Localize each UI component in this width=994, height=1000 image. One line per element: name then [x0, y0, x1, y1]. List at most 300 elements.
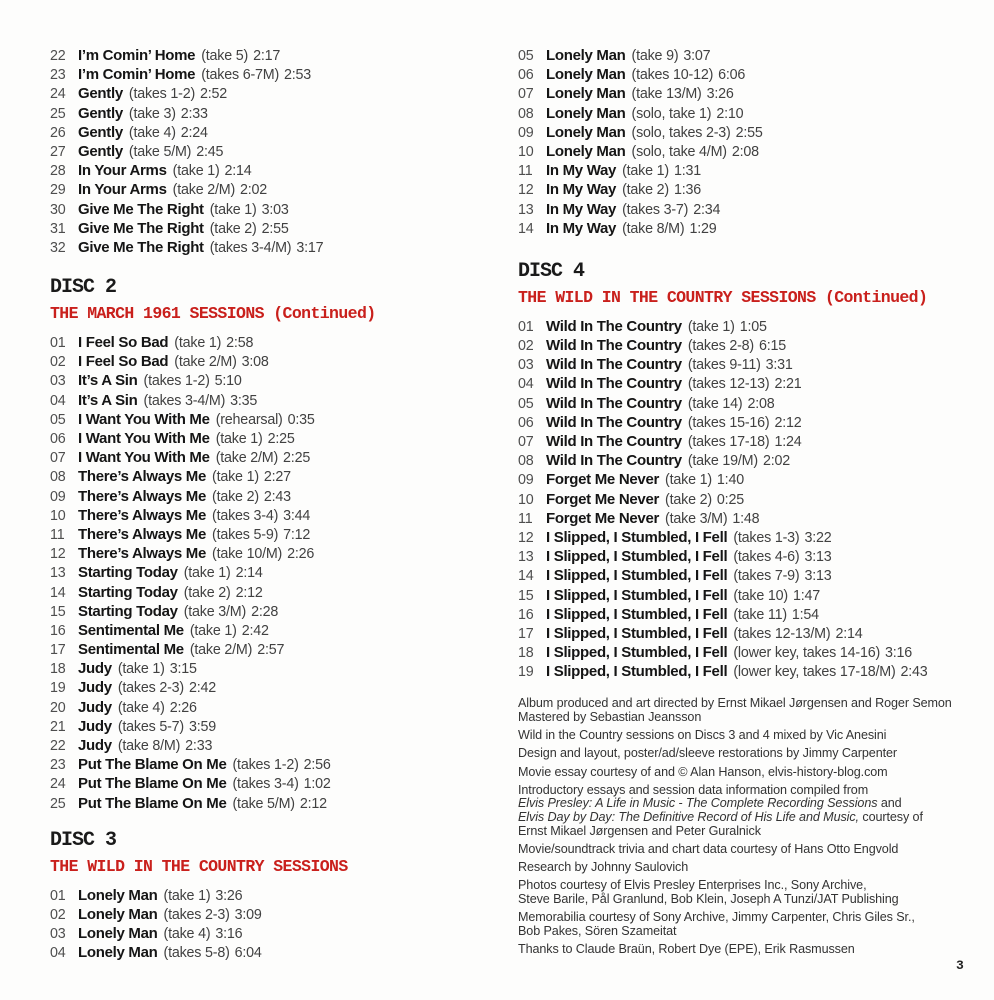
track-title: Give Me The Right	[78, 238, 204, 256]
track-row	[50, 219, 498, 238]
track-takes: (solo, takes 2-3)	[631, 124, 731, 141]
track-time: 2:24	[180, 124, 208, 141]
track-takes: (takes 12-13/M)	[733, 625, 831, 642]
track-number: 18	[518, 645, 534, 662]
track-time: 2:42	[188, 680, 216, 697]
track-takes: (take 1)	[622, 163, 669, 180]
track-title: Gently	[78, 85, 123, 103]
track-takes: (take 1)	[209, 201, 257, 218]
track-row	[50, 467, 498, 486]
track-number: 01	[50, 887, 66, 904]
track-takes: (solo, take 4/M)	[631, 143, 727, 160]
credit-line: Elvis Presley: A Life in Music - The Complete Recording Sessions and	[518, 796, 902, 811]
track-title: I Want You With Me	[78, 410, 210, 428]
track-time: 3:09	[234, 906, 262, 923]
track-takes: (takes 1-2)	[128, 86, 196, 103]
track-row	[50, 640, 498, 659]
track-title: Gently	[78, 142, 123, 160]
track-time: 2:33	[180, 105, 208, 122]
track-row	[518, 355, 980, 374]
track-title: Forget Me Never	[546, 471, 660, 489]
track-time: 2:14	[235, 565, 263, 582]
track-number: 06	[50, 431, 66, 447]
track-time: 2:26	[169, 699, 197, 716]
track-time: 1:54	[791, 606, 819, 623]
track-time: 3:31	[765, 357, 793, 374]
track-time: 2:21	[774, 376, 802, 393]
track-row	[50, 506, 498, 525]
track-row	[518, 374, 980, 393]
track-takes: (takes 1-2)	[232, 757, 299, 774]
track-time: 2:55	[735, 124, 763, 141]
track-title: Lonely Man	[546, 85, 626, 103]
track-row	[50, 659, 498, 678]
track-number: 03	[50, 926, 66, 943]
track-time: 2:52	[200, 86, 228, 103]
track-title: Forget Me Never	[546, 490, 660, 508]
track-title: I’m Comin’ Home	[78, 66, 196, 84]
track-row	[50, 65, 498, 84]
track-row	[50, 142, 498, 161]
track-number: 14	[518, 568, 534, 585]
track-row	[50, 774, 498, 793]
track-row	[518, 142, 980, 161]
track-time: 2:58	[226, 335, 254, 352]
track-number: 26	[50, 124, 66, 141]
track-takes: (take 4)	[117, 699, 165, 716]
track-number: 13	[50, 565, 66, 582]
credit-line: Movie essay courtesy of and © Alan Hanson, elvis-history-blog.com	[518, 764, 888, 779]
track-title: Judy	[78, 737, 112, 754]
track-takes: (solo, take 1)	[631, 105, 712, 122]
track-takes: (takes 5-8)	[163, 945, 230, 962]
credits-block	[518, 697, 980, 956]
track-number: 32	[50, 239, 66, 256]
track-number: 02	[50, 906, 66, 923]
track-title: Put The Blame On Me	[78, 756, 227, 774]
track-title: Lonely Man	[78, 886, 158, 904]
track-title: Sentimental Me	[78, 621, 184, 639]
credit-paragraph	[518, 861, 980, 875]
track-takes: (take 5/M)	[128, 143, 192, 160]
credit-paragraph	[518, 911, 980, 938]
credit-paragraph	[518, 843, 980, 857]
track-title: In Your Arms	[78, 181, 167, 199]
track-row	[50, 161, 498, 180]
track-time: 3:59	[188, 718, 216, 735]
track-time: 6:04	[234, 945, 262, 962]
track-number: 04	[50, 392, 66, 409]
track-number: 05	[50, 411, 66, 428]
disc4-track-list	[518, 317, 980, 682]
track-time: 1:36	[673, 182, 701, 199]
track-time: 2:12	[299, 795, 327, 812]
track-row	[518, 317, 980, 336]
track-takes: (takes 4-6)	[733, 549, 800, 566]
track-takes: (takes 5-9)	[212, 526, 279, 543]
track-title: Starting Today	[78, 564, 178, 582]
track-number: 03	[50, 373, 66, 390]
track-takes: (take 14)	[687, 395, 743, 412]
track-time: 3:03	[261, 201, 289, 218]
track-title: Gently	[78, 123, 123, 141]
track-time: 2:14	[224, 163, 252, 180]
credit-line: Movie/soundtrack trivia and chart data courtesy of Hans Otto Engvold	[518, 841, 899, 856]
track-number: 16	[50, 622, 66, 639]
credit-paragraph	[518, 697, 980, 724]
track-number: 27	[50, 143, 66, 160]
track-takes: (take 1)	[687, 318, 735, 335]
track-time: 2:02	[240, 182, 268, 199]
track-row	[518, 161, 980, 180]
track-time: 2:12	[235, 584, 263, 601]
track-time: 7:12	[283, 526, 311, 543]
track-number: 12	[518, 182, 534, 199]
track-number: 09	[50, 488, 66, 505]
track-title: Wild In The Country	[546, 394, 682, 412]
track-time: 2:10	[716, 105, 744, 122]
disc4-section	[518, 260, 980, 682]
track-row	[518, 586, 980, 605]
track-time: 1:29	[689, 220, 717, 237]
track-title: Judy	[78, 660, 112, 678]
track-row	[50, 525, 498, 544]
track-row	[50, 698, 498, 717]
track-number: 11	[518, 163, 533, 180]
track-row	[50, 46, 498, 65]
track-takes: (take 1)	[183, 565, 231, 582]
track-takes: (takes 5-7)	[117, 718, 184, 735]
disc3-section	[50, 829, 498, 963]
track-takes: (take 2/M)	[189, 642, 253, 659]
track-row	[50, 104, 498, 123]
track-number: 14	[518, 220, 534, 237]
credit-paragraph	[518, 729, 980, 743]
track-title: It’s A Sin	[78, 372, 138, 390]
track-title: In My Way	[546, 181, 617, 199]
track-number: 02	[50, 354, 66, 371]
track-time: 5:10	[214, 373, 242, 390]
track-takes: (lower key, takes 17-18/M)	[733, 664, 896, 681]
track-title: Lonely Man	[546, 104, 626, 122]
track-takes: (take 1)	[215, 431, 263, 447]
track-row	[518, 65, 980, 84]
track-title: Judy	[78, 698, 112, 716]
track-number: 14	[50, 584, 66, 601]
disc3-session-heading: THE WILD IN THE COUNTRY SESSIONS	[50, 856, 348, 876]
track-row	[518, 123, 980, 142]
track-takes: (takes 3-4)	[212, 507, 279, 524]
track-time: 0:35	[287, 411, 315, 428]
track-takes: (takes 9-11)	[687, 357, 761, 374]
track-row	[50, 391, 498, 410]
track-row	[518, 432, 980, 451]
track-takes: (take 4)	[163, 926, 211, 943]
track-title: Wild In The Country	[546, 337, 682, 355]
track-row	[518, 470, 980, 489]
credit-line: Elvis Day by Day: The Definitive Record of His Life and Music, courtesy of	[518, 809, 923, 824]
track-title: Lonely Man	[78, 925, 158, 943]
disc3-continued-track-list	[518, 46, 980, 238]
track-title: Wild In The Country	[546, 413, 682, 431]
track-takes: (take 1)	[163, 887, 211, 904]
track-takes: (takes 10-12)	[631, 67, 714, 84]
track-row	[518, 490, 980, 509]
track-number: 15	[518, 587, 534, 604]
track-number: 01	[518, 318, 534, 335]
track-time: 3:17	[296, 239, 324, 256]
track-row	[518, 624, 980, 643]
track-number: 15	[50, 603, 66, 620]
track-takes: (take 8/M)	[117, 738, 181, 754]
track-time: 3:22	[804, 529, 832, 546]
track-title: I Slipped, I Stumbled, I Fell	[546, 605, 728, 623]
track-row	[50, 180, 498, 199]
track-title: In Your Arms	[78, 162, 167, 180]
track-time: 2:43	[900, 664, 928, 681]
track-title: Give Me The Right	[78, 200, 204, 218]
track-row	[518, 643, 980, 662]
credit-line: Mastered by Sebastian Jeansson	[518, 710, 702, 725]
track-row	[518, 547, 980, 566]
track-row	[50, 410, 498, 429]
track-title: In My Way	[546, 162, 617, 180]
track-number: 16	[518, 606, 534, 623]
track-title: I Feel So Bad	[78, 353, 169, 371]
credit-line: Research by Johnny Saulovich	[518, 859, 689, 874]
track-takes: (take 2)	[209, 220, 257, 237]
track-time: 3:13	[804, 549, 832, 566]
track-number: 22	[50, 48, 66, 64]
track-title: Starting Today	[78, 583, 178, 601]
track-number: 25	[50, 105, 66, 122]
track-takes: (take 11)	[733, 606, 787, 623]
track-title: I Feel So Bad	[78, 334, 169, 352]
track-title: I Slipped, I Stumbled, I Fell	[546, 644, 728, 662]
track-title: I Slipped, I Stumbled, I Fell	[546, 528, 728, 546]
track-title: Lonely Man	[546, 123, 626, 141]
track-time: 1:48	[732, 510, 760, 527]
track-number: 18	[50, 661, 66, 678]
track-row	[50, 371, 498, 390]
credit-line: Wild in the Country sessions on Discs 3 and 4 mixed by Vic Anesini	[518, 728, 887, 743]
credit-line: Design and layout, poster/ad/sleeve restorations by Jimmy Carpenter	[518, 746, 897, 761]
track-time: 6:15	[758, 338, 786, 355]
track-row	[518, 200, 980, 219]
track-row	[518, 413, 980, 432]
track-takes: (takes 3-7)	[622, 201, 689, 218]
track-row	[50, 905, 498, 924]
track-title: Lonely Man	[78, 944, 158, 962]
disc2-heading: DISC 2	[50, 276, 117, 300]
track-title: Judy	[78, 679, 112, 697]
track-takes: (take 1)	[172, 163, 220, 180]
track-number: 19	[518, 664, 534, 681]
track-number: 23	[50, 757, 66, 774]
track-takes: (takes 3-4/M)	[209, 239, 292, 256]
track-time: 3:13	[804, 568, 832, 585]
track-row	[50, 123, 498, 142]
track-row	[518, 662, 980, 681]
track-row	[50, 200, 498, 219]
track-time: 2:25	[283, 450, 311, 467]
track-row	[50, 448, 498, 467]
track-number: 08	[518, 453, 534, 470]
track-title: Wild In The Country	[546, 317, 682, 335]
track-takes: (take 1)	[117, 661, 165, 678]
track-takes: (take 2)	[665, 491, 712, 508]
track-title: I Slipped, I Stumbled, I Fell	[546, 548, 728, 566]
track-row	[50, 84, 498, 103]
track-number: 02	[518, 338, 534, 355]
track-number: 13	[518, 201, 534, 218]
track-time: 2:56	[303, 757, 331, 774]
track-number: 19	[50, 680, 66, 697]
track-row	[518, 509, 980, 528]
track-takes: (take 2)	[183, 584, 231, 601]
track-number: 09	[518, 472, 534, 489]
track-time: 0:25	[716, 491, 744, 508]
credit-paragraph	[518, 766, 980, 780]
disc4-session-heading: THE WILD IN THE COUNTRY SESSIONS (Continued)	[518, 287, 928, 307]
track-row	[518, 219, 980, 238]
track-takes: (take 8/M)	[622, 220, 685, 237]
track-number: 04	[518, 376, 534, 393]
track-number: 10	[518, 491, 534, 508]
track-title: There’s Always Me	[78, 487, 207, 505]
track-number: 25	[50, 795, 66, 812]
track-row	[518, 528, 980, 547]
credit-paragraph	[518, 747, 980, 761]
track-number: 30	[50, 201, 66, 218]
track-title: I Want You With Me	[78, 449, 210, 467]
track-row	[50, 544, 498, 563]
track-takes: (takes 2-3)	[163, 906, 230, 923]
track-takes: (takes 2-3)	[117, 680, 184, 697]
track-number: 29	[50, 182, 66, 199]
track-number: 24	[50, 86, 66, 103]
track-title: Give Me The Right	[78, 219, 204, 237]
track-time: 3:16	[215, 926, 243, 943]
track-number: 28	[50, 163, 66, 180]
track-row	[518, 451, 980, 470]
track-title: There’s Always Me	[78, 545, 207, 563]
track-row	[518, 566, 980, 585]
track-time: 1:05	[739, 318, 767, 335]
track-row	[50, 352, 498, 371]
track-row	[50, 717, 498, 736]
track-takes: (take 2/M)	[174, 354, 237, 371]
track-title: I Slipped, I Stumbled, I Fell	[546, 586, 728, 604]
track-takes: (take 1)	[174, 335, 222, 352]
track-number: 07	[518, 434, 534, 450]
track-title: I Slipped, I Stumbled, I Fell	[546, 624, 728, 642]
disc3-track-list	[50, 886, 498, 963]
track-time: 3:15	[169, 661, 197, 678]
disc2-section	[50, 276, 498, 813]
track-number: 05	[518, 48, 534, 64]
track-number: 22	[50, 738, 66, 754]
track-time: 3:26	[215, 887, 243, 904]
credit-line: Memorabilia courtesy of Sony Archive, Jimmy Carpenter, Chris Giles Sr.,	[518, 909, 915, 924]
track-time: 2:25	[267, 431, 295, 447]
track-time: 2:57	[257, 642, 285, 659]
track-number: 09	[518, 124, 534, 141]
track-time: 2:17	[253, 48, 281, 64]
track-number: 17	[50, 642, 66, 659]
track-number: 21	[50, 718, 66, 735]
credit-paragraph	[518, 879, 980, 906]
track-row	[50, 886, 498, 905]
track-row	[50, 563, 498, 582]
track-time: 1:02	[303, 776, 331, 793]
track-number: 11	[518, 510, 533, 527]
track-time: 2:28	[251, 603, 279, 620]
track-row	[518, 180, 980, 199]
track-row	[50, 924, 498, 943]
track-takes: (take 5/M)	[232, 795, 295, 812]
track-number: 17	[518, 625, 534, 642]
track-time: 2:53	[284, 67, 312, 84]
track-number: 08	[50, 469, 66, 486]
track-row	[50, 794, 498, 813]
track-takes: (take 19/M)	[687, 453, 758, 470]
track-row	[50, 583, 498, 602]
track-takes: (takes 3-4)	[232, 776, 299, 793]
track-title: Put The Blame On Me	[78, 775, 227, 793]
track-number: 12	[50, 546, 66, 563]
track-time: 2:02	[762, 453, 790, 470]
track-takes: (takes 1-3)	[733, 529, 800, 546]
track-number: 05	[518, 395, 534, 412]
track-takes: (take 2/M)	[172, 182, 236, 199]
track-title: It’s A Sin	[78, 391, 138, 409]
track-number: 31	[50, 220, 66, 237]
credit-line: Introductory essays and session data information compiled from	[518, 782, 869, 797]
track-takes: (take 1)	[212, 469, 259, 486]
track-number: 06	[518, 414, 534, 431]
track-title: Lonely Man	[78, 905, 158, 923]
credit-line: Steve Barile, Pål Granlund, Bob Klein, Joseph A Tunzi/JAT Publishing	[518, 891, 899, 906]
track-takes: (take 4)	[128, 124, 176, 141]
track-time: 2:43	[263, 488, 291, 505]
track-row	[518, 336, 980, 355]
track-time: 1:47	[792, 587, 820, 604]
track-row	[50, 487, 498, 506]
track-time: 1:31	[673, 163, 701, 180]
track-takes: (takes 7-9)	[733, 568, 800, 585]
track-time: 2:42	[241, 622, 269, 639]
track-time: 2:08	[747, 395, 775, 412]
track-row	[50, 678, 498, 697]
track-time: 1:40	[716, 472, 744, 489]
track-time: 2:45	[196, 143, 224, 160]
track-row	[518, 394, 980, 413]
track-time: 2:08	[731, 143, 759, 160]
track-time: 3:16	[885, 645, 913, 662]
track-title: I’m Comin’ Home	[78, 47, 196, 64]
track-row	[50, 943, 498, 962]
track-takes: (takes 1-2)	[143, 373, 210, 390]
credit-line: Thanks to Claude Braün, Robert Dye (EPE), Erik Rasmussen	[518, 941, 855, 956]
track-time: 1:24	[774, 434, 802, 450]
track-takes: (takes 12-13)	[687, 376, 770, 393]
track-time: 3:44	[283, 507, 311, 524]
track-title: Sentimental Me	[78, 641, 184, 659]
track-title: Lonely Man	[546, 142, 626, 160]
track-number: 24	[50, 776, 66, 793]
track-title: I Want You With Me	[78, 430, 210, 447]
